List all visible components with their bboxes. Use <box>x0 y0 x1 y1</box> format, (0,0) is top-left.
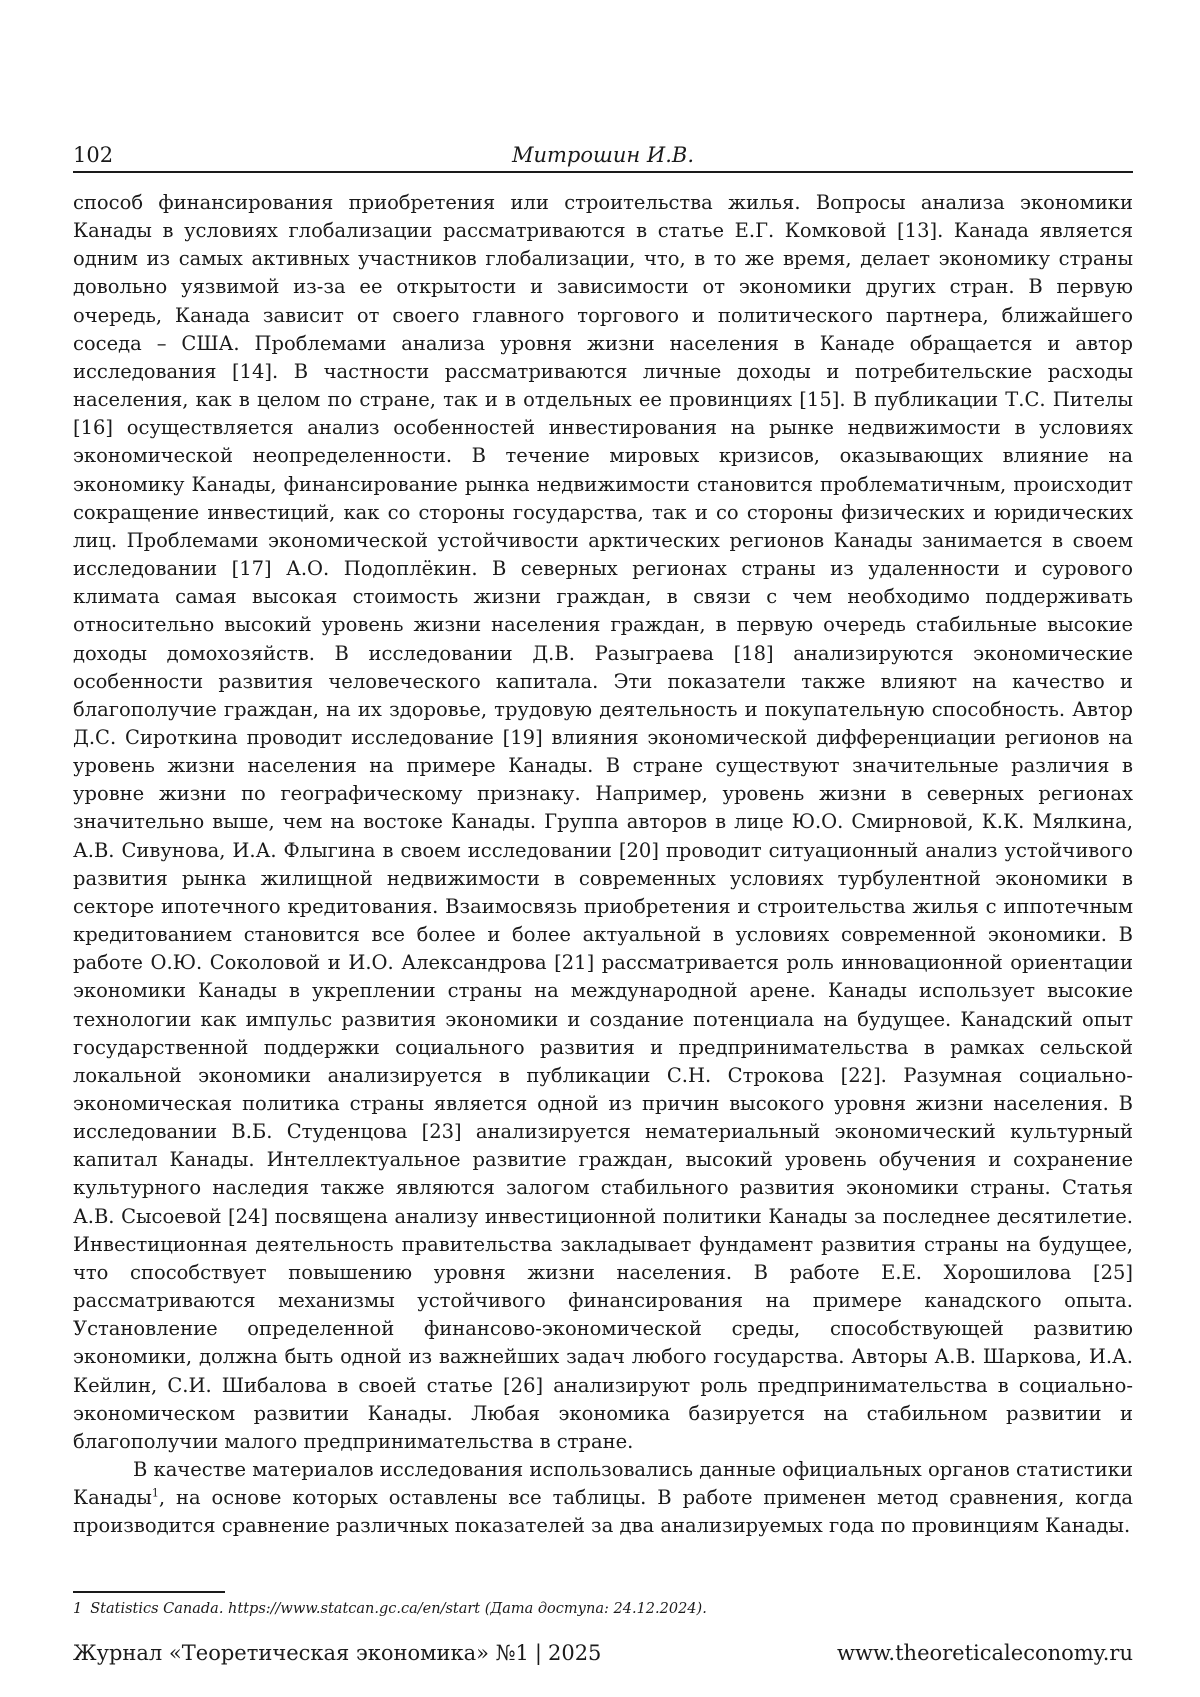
footnote-number: 1 <box>73 1601 82 1617</box>
page-number: 102 <box>73 143 113 167</box>
footnote-divider <box>73 1591 225 1593</box>
header-divider <box>73 171 1133 173</box>
running-title: Митрошин И.В. <box>73 143 1133 167</box>
paragraph-text: , на основе которых оставлены все таблицы. В работе применен метод сравнения, когда производится сравнение различных показателей за два анализируемых года по провинциям Канады. <box>73 1486 1133 1537</box>
journal-website-link[interactable]: www.theoreticaleconomy.ru <box>837 1641 1133 1665</box>
journal-name <box>73 1641 601 1665</box>
page-footer <box>73 1641 1133 1671</box>
footer-separator: | <box>535 1641 542 1665</box>
body-paragraph: способ финансирования приобретения или строительства жилья. Вопросы анализа экономики Канады в условиях глобализации рассматриваются в статье Е.Г. Комковой [13]. Канада является одним из самых активных участников глобализации, что, в то же время, делает экономику страны довольно уязвимой из-за ее открытости и зависимости от экономики других стран. В первую очередь, Канада зависит от своего главного торгового и политического партнера, ближайшего соседа – США. Проблемами анализа уровня жизни населения в Канаде обращается и автор исследования [14]. В частности рассматриваются личные доходы и потребительские расходы населения, как в целом по стране, так и в отдельных ее провинциях [15]. В публикации Т.С. Пителы [16] осуществляется анализ особенностей инвестирования на рынке недвижимости в условиях экономической неопределенности. В течение мировых кризисов, оказывающих влияние на экономику Канады, финансирование рынка недвижимости становится проблематичным, происходит сокращение инвестиций, как со стороны государства, так и со стороны физических и юридических лиц. Проблемами экономической устойчивости арктических регионов Канады занимается в своем исследовании [17] А.О. Подоплёкин. В северных регионах страны из удаленности и сурового климата самая высокая стоимость жизни граждан, в связи с чем необходимо поддерживать относительно высокий уровень жизни населения граждан, в первую очередь стабильные высокие доходы домохозяйств. В исследовании Д.В. Разыграева [18] анализируются экономические особенности развития человеческого капитала. Эти показатели также влияют на качество и благополучие граждан, на их здоровье, трудовую деятельность и покупательную способность. Автор Д.С. Сироткина проводит исследование [19] влияния экономической дифференциации регионов на уровень жизни населения на примере Канады. В стране существуют значительные различия в уровне жизни по географическому признаку. Например, уровень жизни в северных регионах значительно выше, чем на востоке Канады. Группа авторов в лице Ю.О. Смирновой, К.К. Мялкина, А.В. Сивунова, И.А. Флыгина в своем исследовании [20] проводит ситуационный анализ устойчивого развития рынка жилищной недвижимости в современных условиях турбулентной экономики в секторе ипотечного кредитования. Взаимосвязь приобретения и строительства жилья с иппотечным кредитованием становится все более и более актуальной в условиях современной экономики. В работе О.Ю. Соколовой и И.О. Александрова [21] рассматривается роль инновационной ориентации экономики Канады в укреплении страны на международной арене. Канады использует высокие технологии как импульс развития экономики и создание потенциала на будущее. Канадский опыт государственной поддержки социального развития и предпринимательства в рамках сельской локальной экономики анализируется в публикации С.Н. Строкова [22]. Разумная социально-экономическая политика страны является одной из причин высокого уровня жизни населения. В исследовании В.Б. Студенцова [23] анализируется нематериальный экономический культурный капитал Канады. Интеллектуальное развитие граждан, высокий уровень обучения и сохранение культурного наследия также являются залогом стабильного развития экономики страны. Статья А.В. Сысоевой [24] посвящена анализу инвестиционной политики Канады за последнее десятилетие. Инвестиционная деятельность правительства закладывает фундамент развития страны на будущее, что способствует повышению уровня жизни населения. В работе Е.Е. Хорошилова [25] рассматриваются механизмы устойчивого финансирования на примере канадского опыта. Установление определенной финансово-экономической среды, способствующей развитию экономики, должна быть одной из важнейших задач любого государства. Авторы А.В. Шаркова, И.А. Кейлин, С.И. Шибалова в своей статье [26] анализируют роль предпринимательства в социально-экономическом развитии Канады. Любая экономика базируется на стабильном развитии и благополучии малого предпринимательства в стране. <box>73 189 1133 1456</box>
footnote-reference[interactable]: 1 <box>152 1487 159 1500</box>
footnote <box>73 1601 707 1617</box>
journal-year: 2025 <box>548 1641 601 1665</box>
journal-title: Журнал «Теоретическая экономика» №1 <box>73 1641 529 1665</box>
paragraph-text: В качестве материалов исследования использовались данные официальных органов статистики Канады <box>73 1458 1133 1509</box>
footnote-text: Statistics Canada. https://www.statcan.gc.ca/en/start (Дата доступа: 24.12.2024). <box>90 1601 707 1617</box>
article-body <box>73 189 1133 1541</box>
body-paragraph <box>73 1456 1133 1540</box>
page-header <box>73 143 1133 173</box>
